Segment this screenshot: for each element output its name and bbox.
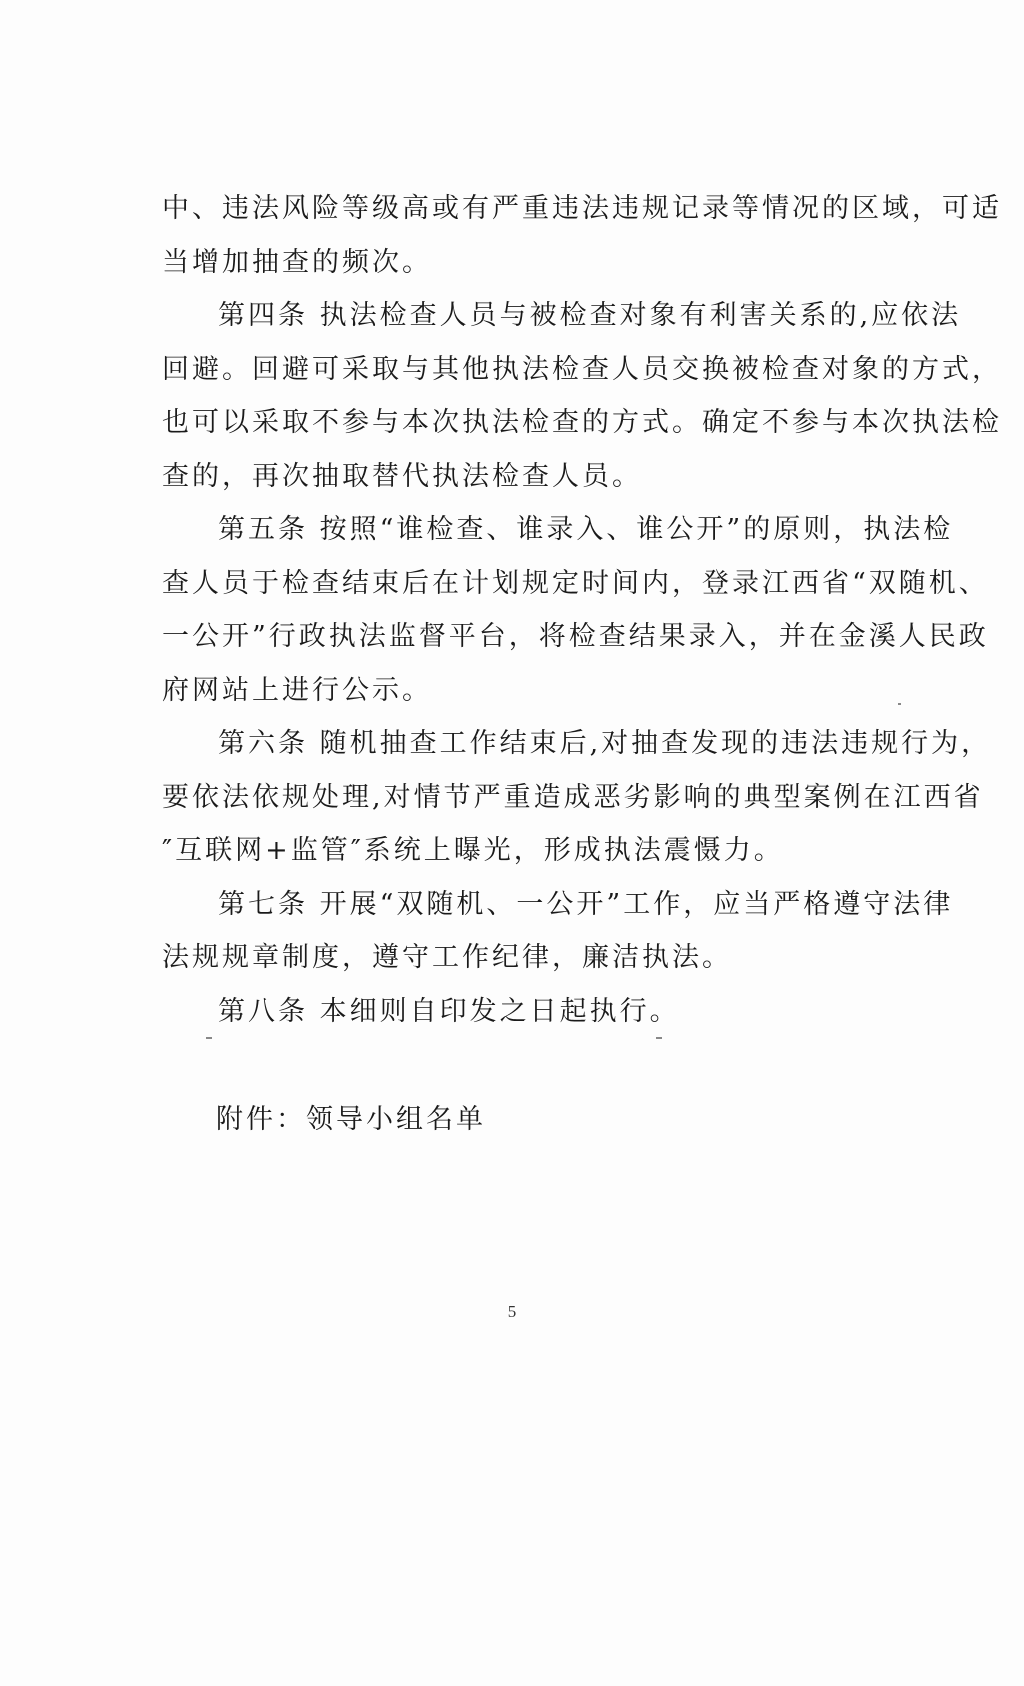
paragraph-article-4: [162, 289, 1002, 503]
paragraph-article-8: [162, 985, 902, 1039]
text-line: 第八条 本细则自印发之日起执行。: [218, 995, 680, 1027]
paragraph-article-7: [162, 878, 954, 985]
text-line: 查人员于检查结束后在计划规定时间内，登录江西省“双随机、: [162, 567, 989, 599]
text-line: 一公开”行政执法监督平台，将检查结果录入，并在金溪人民政: [162, 621, 989, 652]
text-line: 也可以采取不参与本次执法检查的方式。确定不参与本次执法检: [162, 407, 1002, 438]
document-body: [162, 182, 1002, 1038]
text-line: 当增加抽查的频次。: [162, 246, 432, 278]
text-line: 第五条 按照“谁检查、谁录入、谁公开”的原则，执法检: [218, 514, 954, 545]
text-line: 府网站上进行公示。: [162, 674, 432, 706]
paragraph-article-6: [162, 717, 992, 878]
paragraph-intro-continued: [162, 182, 1002, 289]
text-line: 第六条 随机抽查工作结束后,对抽查发现的违法违规行为，: [218, 728, 992, 759]
text-line: ″互联网+监管″系统上曝光，形成执法震慑力。: [162, 835, 784, 866]
text-line: 第七条 开展“双随机、一公开”工作，应当严格遵守法律: [218, 888, 954, 920]
scan-speck: [206, 1037, 212, 1039]
page-number: 5: [507, 1302, 517, 1321]
text-line: 查的，再次抽取替代执法检查人员。: [162, 460, 642, 492]
text-line: 第四条 执法检查人员与被检查对象有利害关系的,应依法: [218, 300, 962, 331]
text-line: 要依法依规处理,对情节严重造成恶劣影响的典型案例在江西省: [162, 781, 984, 813]
scan-speck: [898, 703, 901, 705]
paragraph-article-5: [162, 503, 989, 717]
scan-speck: [656, 1037, 662, 1039]
text-line: 法规规章制度，遵守工作纪律，廉洁执法。: [162, 942, 732, 973]
text-line: 中、违法风险等级高或有严重违法违规记录等情况的区域，可适: [162, 193, 1002, 224]
attachment-note: 附件：领导小组名单: [216, 1104, 486, 1135]
text-line: 回避。回避可采取与其他执法检查人员交换被检查对象的方式，: [162, 353, 1002, 385]
